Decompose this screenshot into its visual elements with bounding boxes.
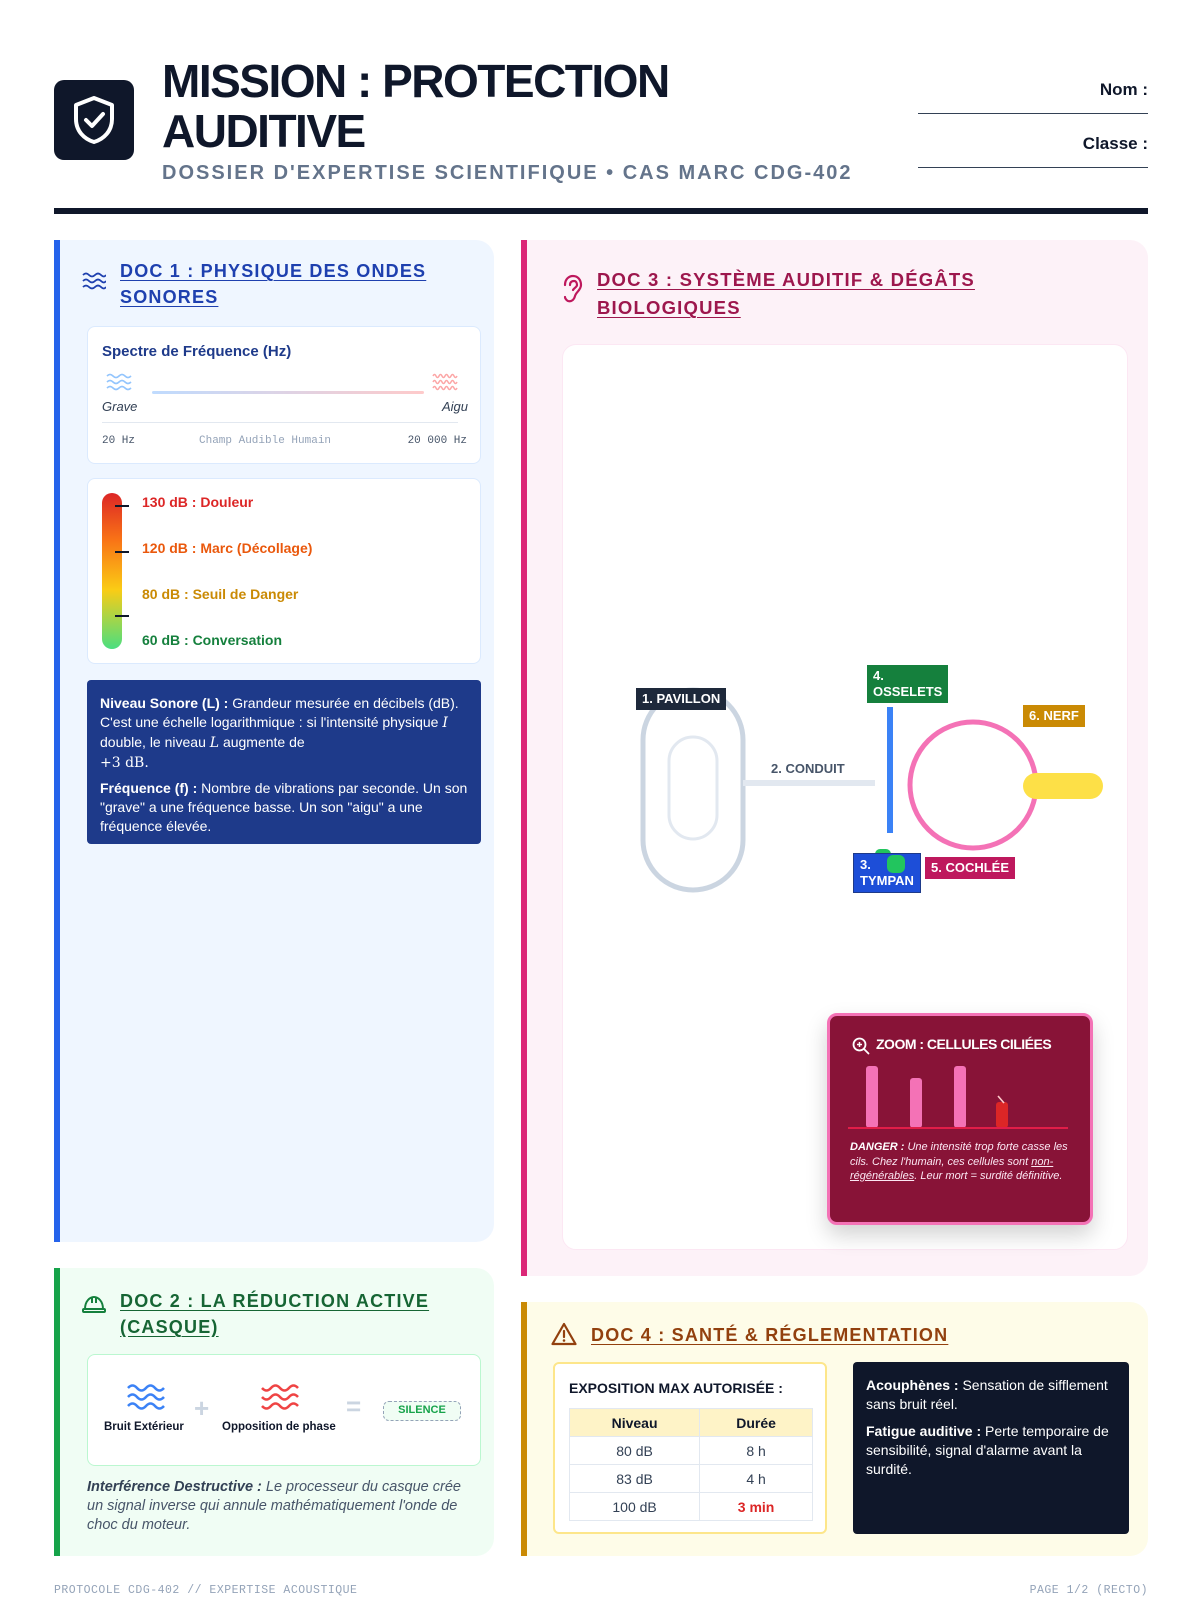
- doc1-header: [82, 258, 426, 310]
- table-cell-danger: 3 min: [700, 1493, 813, 1521]
- table-row: [570, 1465, 813, 1493]
- spectrum-range-label: Champ Audible Humain: [199, 435, 332, 447]
- sound-level-term: Niveau Sonore (L) :: [100, 695, 229, 711]
- table-row: [570, 1493, 813, 1521]
- doc4-panel: [521, 1302, 1148, 1556]
- table-cell: 80 dB: [570, 1437, 700, 1465]
- student-info-form: [908, 80, 1148, 188]
- gauge-tick: [115, 551, 129, 553]
- definition-text: augmente de: [219, 734, 305, 750]
- doc1-title: [120, 258, 426, 310]
- phase-opposition-wave-icon: [260, 1383, 300, 1418]
- osselets-text: OSSELETS: [873, 684, 943, 699]
- level-60: 60 dB : Conversation: [142, 632, 283, 648]
- destructive-interference-term: Interférence Destructive :: [87, 1479, 262, 1495]
- label-conduit: 2. CONDUIT: [771, 761, 845, 776]
- definition-text: double, le niveau: [100, 734, 210, 750]
- level-130: 130 dB : Douleur: [142, 494, 254, 510]
- spectrum-max: 20 000 Hz: [407, 435, 467, 447]
- equals-sign: =: [346, 1391, 362, 1421]
- high-frequency-label: Aigu: [441, 399, 468, 414]
- exposure-table: [569, 1408, 813, 1521]
- doc1-title-line-2: SONORES: [120, 287, 219, 307]
- column-header-duration: Durée: [700, 1409, 813, 1437]
- ear-anatomy-diagram: [562, 344, 1128, 1250]
- external-noise-label: Bruit Extérieur: [104, 1421, 184, 1433]
- name-label: Nom :: [1099, 80, 1148, 99]
- decibel-gauge: [102, 493, 122, 649]
- table-cell: 83 dB: [570, 1465, 700, 1493]
- doc2-title-line-2: (CASQUE): [120, 1317, 219, 1337]
- doc2-header: [82, 1288, 429, 1340]
- definition-text: Grandeur mesurée en décibels (dB). C'est une échelle logarithmique : si l'intensité physique: [100, 695, 459, 730]
- tympan-number: 3.: [860, 857, 871, 872]
- phase-opposition-label: Opposition de phase: [222, 1421, 336, 1433]
- shield-check-icon: [54, 80, 134, 160]
- doc3-header: [559, 266, 975, 322]
- page-subtitle: DOSSIER D'EXPERTISE SCIENTIFIQUE • CAS MARC CDG-402: [162, 162, 853, 184]
- tinnitus-term: Acouphènes :: [866, 1377, 959, 1393]
- table-cell: 8 h: [700, 1437, 813, 1465]
- ear-icon: [559, 274, 583, 309]
- column-header-level: Niveau: [570, 1409, 700, 1437]
- tinnitus-definition: [866, 1376, 1116, 1414]
- destructive-interference-text: [87, 1478, 477, 1535]
- table-header-row: [570, 1409, 813, 1437]
- doc4-title: DOC 4 : SANTÉ & RÉGLEMENTATION: [591, 1325, 949, 1345]
- sound-level-definition: [100, 694, 468, 773]
- zoom-title: ZOOM : CELLULES CILIÉES: [876, 1036, 1052, 1052]
- doc3-title-line-1: DOC 3 : SYSTÈME AUDITIF & DÉGÂTS: [597, 269, 975, 290]
- doc2-title-line-1: DOC 2 : LA RÉDUCTION ACTIVE: [120, 1291, 430, 1311]
- waves-icon: [82, 272, 106, 295]
- frequency-spectrum-card: [87, 326, 481, 464]
- definition-text: Nombre de vibrations par seconde. Un son "grave" a une fréquence basse. Un son "aigu" a une fréquence élevée.: [100, 780, 468, 834]
- danger-label: DANGER :: [850, 1141, 905, 1153]
- zoom-in-icon: [852, 1037, 870, 1060]
- silence-badge: SILENCE: [383, 1401, 461, 1421]
- header-divider: [54, 208, 1148, 214]
- hair-cells-zoom-box: [827, 1013, 1093, 1225]
- table-cell: 100 dB: [570, 1493, 700, 1521]
- exposure-limits-card: [553, 1362, 827, 1534]
- page-header: [54, 56, 1148, 214]
- spectrum-title: Spectre de Fréquence (Hz): [102, 343, 292, 360]
- gauge-tick: [115, 615, 129, 617]
- frequency-definition: [100, 779, 468, 836]
- spectrum-bar: [152, 391, 424, 394]
- warning-text: . Leur mort = surdité définitive.: [914, 1170, 1063, 1182]
- label-pavillon: 1. PAVILLON: [636, 688, 726, 710]
- table-row: [570, 1437, 813, 1465]
- doc3-panel: [521, 240, 1148, 1276]
- low-wave-icon: [106, 373, 132, 396]
- auditory-fatigue-definition: [866, 1422, 1116, 1479]
- health-definitions-box: [853, 1362, 1129, 1534]
- exposure-table-title: EXPOSITION MAX AUTORISÉE :: [569, 1380, 783, 1396]
- math-variable-l: L: [209, 735, 220, 751]
- plus-sign: +: [194, 1393, 210, 1423]
- auditory-fatigue-text: Perte temporaire de sensibilité, signal d'alarme avant la surdité.: [866, 1423, 1109, 1477]
- warning-text: Une intensité trop forte casse les cils. Chez l'humain, ces cellules sont: [850, 1141, 1068, 1168]
- low-frequency-label: Grave: [102, 399, 138, 414]
- tinnitus-text: Sensation de sifflement sans bruit réel.: [866, 1377, 1108, 1412]
- external-noise-wave-icon: [126, 1383, 166, 1418]
- osselets-number: 4.: [873, 668, 884, 683]
- label-cochlee: 5. COCHLÉE: [925, 857, 1015, 879]
- doc3-title: [597, 266, 975, 322]
- warning-emphasis: non-régénérables: [850, 1155, 1054, 1182]
- doc3-title-line-2: BIOLOGIQUES: [597, 297, 741, 318]
- page-title: [162, 56, 669, 156]
- name-field[interactable]: [918, 102, 1148, 114]
- footer-page-number: PAGE 1/2 (RECTO): [1029, 1584, 1148, 1597]
- sound-level-scale: [87, 478, 481, 664]
- high-wave-icon: [432, 373, 458, 396]
- math-variable-i: I: [442, 715, 448, 731]
- doc1-title-line-1: DOC 1 : PHYSIQUE DES ONDES: [120, 261, 427, 281]
- definitions-box: [87, 680, 481, 844]
- doc1-panel: [54, 240, 494, 1242]
- frequency-term: Fréquence (f) :: [100, 780, 198, 796]
- class-label: Classe :: [1082, 134, 1148, 153]
- math-value: +3 dB.: [100, 755, 149, 771]
- tympan-text: TYMPAN: [860, 873, 914, 888]
- spectrum-min: 20 Hz: [102, 435, 136, 447]
- class-field[interactable]: [918, 156, 1148, 168]
- noise-cancelling-diagram: [87, 1354, 481, 1466]
- hair-cells-illustration: [848, 1060, 1078, 1132]
- tympan-marker: [887, 855, 905, 873]
- doc4-header: [551, 1322, 948, 1351]
- spectrum-divider: [102, 422, 458, 423]
- doc2-title: [120, 1288, 429, 1340]
- title-line-2: AUDITIVE: [162, 105, 365, 157]
- level-120: 120 dB : Marc (Décollage): [142, 540, 313, 556]
- doc2-panel: [54, 1268, 494, 1556]
- warning-triangle-icon: [551, 1322, 577, 1351]
- gauge-tick: [115, 505, 129, 507]
- label-osselets: [867, 665, 948, 703]
- footer-protocol: PROTOCOLE CDG-402 // EXPERTISE ACOUSTIQUE: [54, 1584, 358, 1597]
- table-cell: 4 h: [700, 1465, 813, 1493]
- label-nerf: 6. NERF: [1023, 705, 1085, 727]
- destructive-interference-body: Le processeur du casque crée un signal inverse qui annule mathématiquement l'onde de choc du moteur.: [87, 1479, 461, 1533]
- auditory-fatigue-term: Fatigue auditive :: [866, 1423, 982, 1439]
- title-line-1: MISSION : PROTECTION: [162, 55, 669, 107]
- hair-cells-warning: [850, 1140, 1080, 1184]
- level-80: 80 dB : Seuil de Danger: [142, 586, 299, 602]
- helmet-icon: [82, 1294, 106, 1319]
